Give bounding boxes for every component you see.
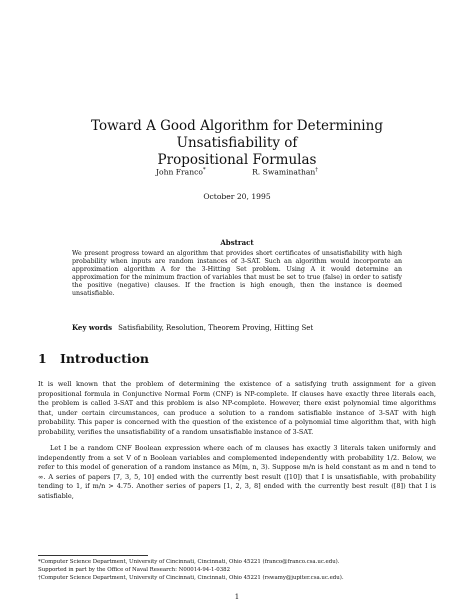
keywords-label: Key words	[72, 323, 113, 332]
paragraph: Let I be a random CNF Boolean expression where each of m clauses has exactly 3 literals taken uniformly and independently from a set V of n Boolean variables and complemented independently with probability 1/2. Below, we refer to this model of generation of a random instance as M(m, n, 3). Suppose m/n is held constant as m and n tend to ∞. A series of papers [7, 3, 5, 10] ended with the currently best result ([10]) that I is unsatisfiable, with probability tending to 1, if m/n > 4.75. Another series of papers [1, 2, 3, 8] ended with the currently best result ([8]) that I is satisfiable,	[38, 444, 436, 500]
author-footnote-mark: *	[202, 167, 206, 173]
footnote: Supported in part by the Office of Naval Research: N00014-94-1-0382	[38, 567, 231, 574]
footnote: †Computer Science Department, University of Cincinnati, Cincinnati, Ohio 45221 (rswamy@jupiter.csa.uc.edu).	[38, 575, 344, 582]
footnotes	[38, 558, 436, 583]
publication-date: October 20, 1995	[203, 192, 271, 201]
footnote-divider	[38, 555, 148, 556]
title-line-2: Propositional Formulas	[157, 152, 317, 168]
section-heading	[38, 351, 149, 366]
footnote: *Computer Science Department, University of Cincinnati, Cincinnati, Ohio 45221 (franco@franco.csa.uc.edu).	[38, 559, 340, 565]
author-1	[156, 167, 206, 177]
keywords-text: Satisfiability, Resolution, Theorem Proving, Hitting Set	[118, 324, 314, 332]
author-name: John Franco	[155, 167, 203, 177]
title-line-1: Toward A Good Algorithm for Determining Unsatisfiability of	[91, 118, 383, 151]
author-list	[0, 167, 474, 177]
author-footnote-mark: †	[315, 167, 319, 173]
section-title: Introduction	[60, 351, 150, 366]
abstract-heading: Abstract	[220, 238, 254, 247]
paragraph: It is well known that the problem of determining the existence of a satisfying truth assignment for a given propositional formula in Conjunctive Normal Form (CNF) is NP-complete. If clauses have exactly three literals each, the problem is called 3-SAT and this problem is also NP-complete. However, there exist polynomial time algorithms that, under certain circumstances, can produce a solution to a random satisfiable instance of 3-SAT with high probability. This paper is concerned with the question of the existence of a polynomial time algorithm that, with high probability, verifies the unsatisfiability of a random unsatisfiable instance of 3-SAT.	[38, 380, 436, 436]
author-name: R. Swaminathan	[252, 167, 316, 177]
abstract-text: We present progress toward an algorithm that provides short certificates of unsatisfiability with high probability when inputs are random instances of 3-SAT. Such an algorithm would incorporate an approximation algorithm A for the 3-Hitting Set problem. Using A it would determine an approximation for the minimum fraction of variables that must be set to true (false) in order to satisfy the positive (negative) clauses. If the fraction is high enough, then the instance is deemed unsatisfiable.	[72, 250, 402, 297]
keywords	[72, 323, 412, 332]
author-2	[252, 167, 318, 177]
section-number: 1	[38, 351, 47, 366]
paper-title	[40, 118, 434, 169]
page-number: 1	[234, 593, 240, 601]
